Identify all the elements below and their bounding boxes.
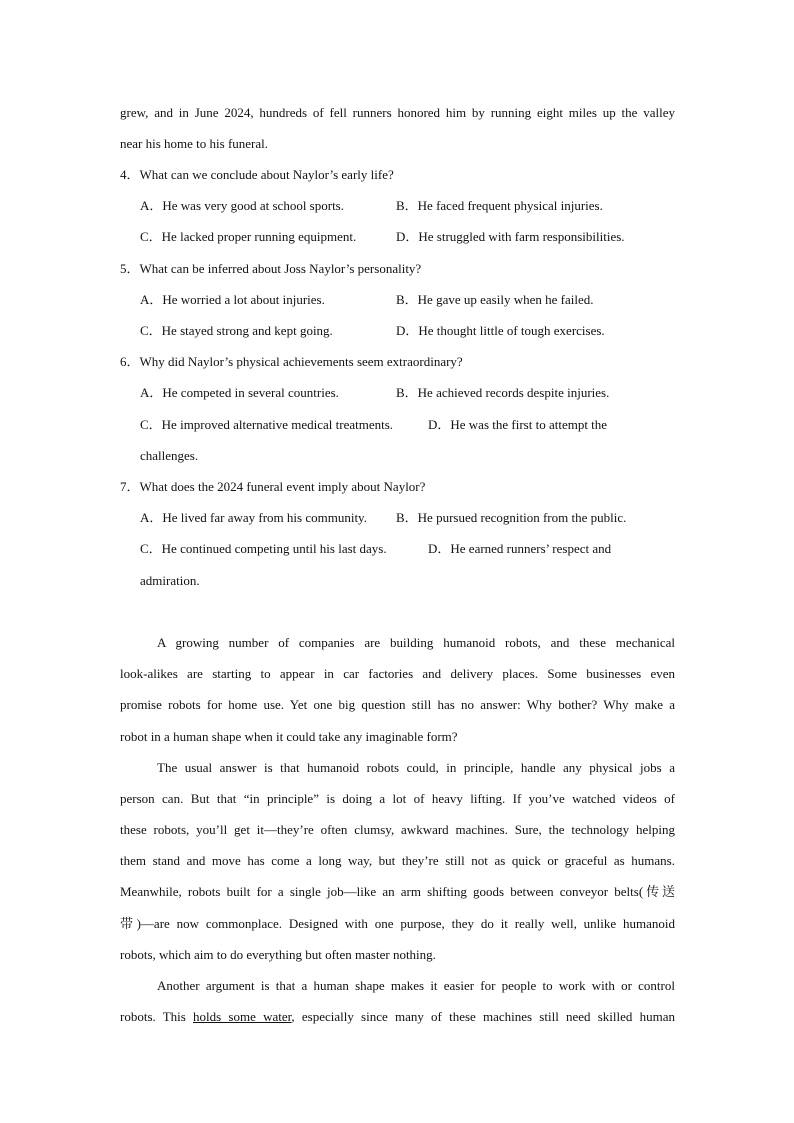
question-4-option-c: C．He lacked proper running equipment. [140, 229, 357, 244]
underlined-phrase: holds some water [193, 1009, 292, 1024]
question-5-option-a: A．He worried a lot about injuries. [140, 292, 325, 307]
question-7-option-c: C．He continued competing until his last days. [140, 541, 387, 556]
passage-text-before: robots. This [120, 1009, 194, 1024]
question-5-option-d: D．He thought little of tough exercises. [396, 323, 605, 338]
question-4-option-a: A．He was very good at school sports. [140, 198, 344, 213]
passage-b-p2-line: them stand and move has come a long way, but they’re still not as quick or graceful as humans. [120, 853, 675, 868]
question-6-stem: 6．Why did Naylor’s physical achievements seem extraordinary? [120, 354, 463, 369]
passage-b-p1-line: A growing number of companies are building humanoid robots, and these mechanical [157, 635, 675, 650]
question-5-option-b: B．He gave up easily when he failed. [396, 292, 594, 307]
question-6-option-d-cont: challenges. [140, 448, 199, 463]
passage-b-p2-line: person can. But that “in principle” is doing a lot of heavy lifting. If you’ve watched videos of [120, 791, 675, 806]
passage-line: grew, and in June 2024, hundreds of fell runners honored him by running eight miles up the valley [120, 105, 675, 120]
question-7-option-a: A．He lived far away from his community. [140, 510, 367, 525]
question-6-option-c: C．He improved alternative medical treatments. [140, 417, 394, 432]
question-6-option-b: B．He achieved records despite injuries. [396, 385, 610, 400]
passage-line: near his home to his funeral. [120, 136, 269, 151]
question-5-stem: 5．What can be inferred about Joss Naylor’s personality? [120, 261, 422, 276]
passage-b-p3-line: Another argument is that a human shape makes it easier for people to work with or control [157, 978, 675, 993]
passage-b-p1-line: robot in a human shape when it could take any imaginable form? [120, 729, 458, 744]
passage-b-p2-line: The usual answer is that humanoid robots could, in principle, handle any physical jobs a [157, 760, 675, 775]
question-7-option-b: B．He pursued recognition from the public. [396, 510, 627, 525]
question-6-option-d: D．He was the first to attempt the [428, 417, 608, 432]
question-4-stem: 4．What can we conclude about Naylor’s early life? [120, 167, 394, 182]
passage-b-p3-text [120, 1009, 675, 1025]
question-7-stem: 7．What does the 2024 funeral event imply about Naylor? [120, 479, 426, 494]
passage-b-p2-line: robots, which aim to do everything but often master nothing. [120, 947, 436, 962]
question-7-option-d: D．He earned runners’ respect and [428, 541, 612, 556]
passage-b-p2-line: these robots, you’ll get it—they’re often clumsy, awkward machines. Sure, the technology helping [120, 822, 675, 837]
passage-b-p3-line [120, 1009, 675, 1025]
passage-text-after: , especially since many of these machines still need skilled human [291, 1009, 675, 1024]
question-6-option-a: A．He competed in several countries. [140, 385, 339, 400]
question-4-option-d: D．He struggled with farm responsibilities. [396, 229, 625, 244]
question-7-option-d-cont: admiration. [140, 573, 200, 588]
question-4-option-b: B．He faced frequent physical injuries. [396, 198, 603, 213]
passage-b-p2-line: 带)—are now commonplace. Designed with one purpose, they do it really well, unlike humanoid [120, 916, 675, 931]
question-5-option-c: C．He stayed strong and kept going. [140, 323, 333, 338]
passage-b-p2-line: Meanwhile, robots built for a single job—like an arm shifting goods between conveyor belts(传送 [120, 884, 675, 899]
passage-b-p1-line: look-alikes are starting to appear in car factories and delivery places. Some businesses even [120, 666, 675, 681]
passage-b-p1-line: promise robots for home use. Yet one big question still has no answer: Why bother? Why make a [120, 697, 675, 712]
